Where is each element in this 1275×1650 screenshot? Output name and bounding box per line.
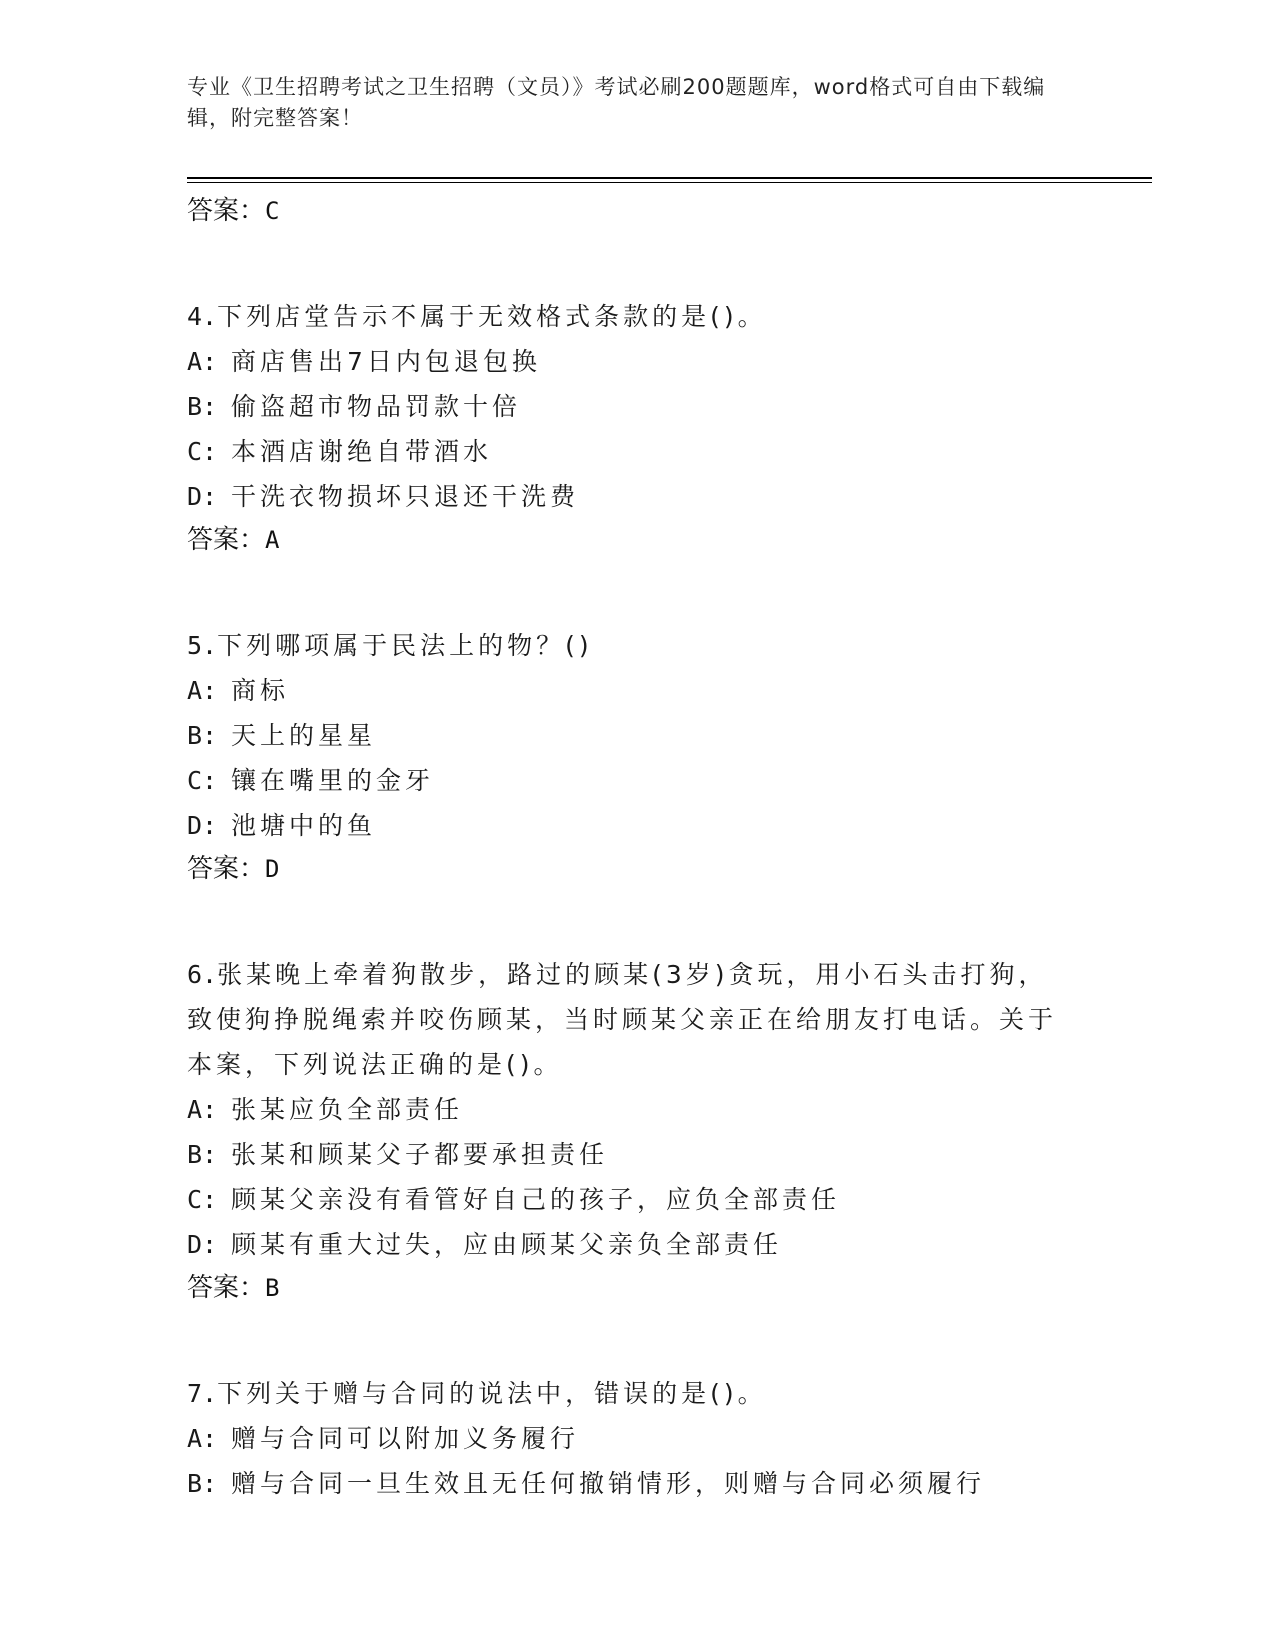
option-key: D: <box>187 482 218 511</box>
option-text: 赠与合同一旦生效且无任何撤销情形，则赠与合同必须履行 <box>231 1469 986 1498</box>
header-rule-thin <box>187 182 1152 183</box>
question-number: 7. <box>187 1379 218 1408</box>
option-b <box>187 1132 1152 1177</box>
question-6 <box>187 952 1152 1309</box>
answer-value: C <box>265 197 280 225</box>
option-b <box>187 713 1152 758</box>
question-stem: 张某晚上牵着狗散步，路过的顾某(3岁)贪玩，用小石头击打狗，致使狗挣脱绳索并咬伤顾某，当时顾某父亲正在给朋友打电话。关于本案，下列说法正确的是()。 <box>187 960 1058 1079</box>
option-a <box>187 668 1152 713</box>
option-key: B: <box>187 392 218 421</box>
option-text: 池塘中的鱼 <box>231 811 377 840</box>
option-key: A: <box>187 1424 218 1453</box>
option-text: 商标 <box>231 676 290 705</box>
option-d <box>187 1222 1152 1267</box>
option-key: A: <box>187 1095 218 1124</box>
option-d <box>187 803 1152 848</box>
option-text: 镶在嘴里的金牙 <box>231 766 435 795</box>
option-text: 赠与合同可以附加义务履行 <box>231 1424 580 1453</box>
question-text <box>187 952 1067 1087</box>
answer-line <box>187 1267 1152 1309</box>
option-c <box>187 758 1152 803</box>
question-text <box>187 294 1152 339</box>
option-text: 张某应负全部责任 <box>231 1095 464 1124</box>
option-text: 天上的星星 <box>231 721 377 750</box>
question-stem: 下列店堂告示不属于无效格式条款的是()。 <box>217 302 767 331</box>
header-rule-thick <box>187 177 1152 179</box>
option-text: 顾某父亲没有看管好自己的孩子，应负全部责任 <box>231 1185 841 1214</box>
option-key: B: <box>187 721 218 750</box>
option-text: 顾某有重大过失，应由顾某父亲负全部责任 <box>231 1230 783 1259</box>
option-key: D: <box>187 811 218 840</box>
page-header: 专业《卫生招聘考试之卫生招聘（文员）》考试必刷200题题库，word格式可自由下载编辑，附完整答案！ <box>187 75 1046 130</box>
question-number: 6. <box>187 960 218 989</box>
option-text: 商店售出7日内包退包换 <box>231 347 541 376</box>
answer-label: 答案： <box>187 196 266 226</box>
question-list <box>187 190 1152 1506</box>
option-c <box>187 429 1152 474</box>
option-key: A: <box>187 676 218 705</box>
option-key: A: <box>187 347 218 376</box>
answer-label: 答案： <box>187 1273 266 1303</box>
answer-label: 答案： <box>187 854 266 884</box>
answer-value: A <box>265 526 280 554</box>
question-number: 5. <box>187 631 218 660</box>
option-key: C: <box>187 766 218 795</box>
question-stem: 下列关于赠与合同的说法中，错误的是()。 <box>217 1379 767 1408</box>
option-text: 张某和顾某父子都要承担责任 <box>231 1140 609 1169</box>
option-key: D: <box>187 1230 218 1259</box>
answer-line <box>187 848 1152 890</box>
option-b <box>187 384 1152 429</box>
option-text: 本酒店谢绝自带酒水 <box>231 437 493 466</box>
option-text: 干洗衣物损坏只退还干洗费 <box>231 482 580 511</box>
option-key: C: <box>187 437 218 466</box>
option-a <box>187 1087 1152 1132</box>
answer-value: B <box>265 1274 280 1302</box>
option-b <box>187 1461 1152 1506</box>
option-key: C: <box>187 1185 218 1214</box>
option-key: B: <box>187 1140 218 1169</box>
answer-line <box>187 519 1152 561</box>
option-key: B: <box>187 1469 218 1498</box>
answer-line <box>187 190 1152 232</box>
question-text <box>187 1371 1152 1416</box>
option-a <box>187 1416 1152 1461</box>
question-stem: 下列哪项属于民法上的物？() <box>217 631 593 660</box>
option-text: 偷盗超市物品罚款十倍 <box>231 392 522 421</box>
option-c <box>187 1177 1152 1222</box>
question-7 <box>187 1371 1152 1506</box>
option-d <box>187 474 1152 519</box>
answer-value: D <box>265 855 280 883</box>
question-4 <box>187 294 1152 561</box>
answer-label: 答案： <box>187 525 266 555</box>
question-5 <box>187 623 1152 890</box>
option-a <box>187 339 1152 384</box>
question-number: 4. <box>187 302 218 331</box>
question-text <box>187 623 1152 668</box>
